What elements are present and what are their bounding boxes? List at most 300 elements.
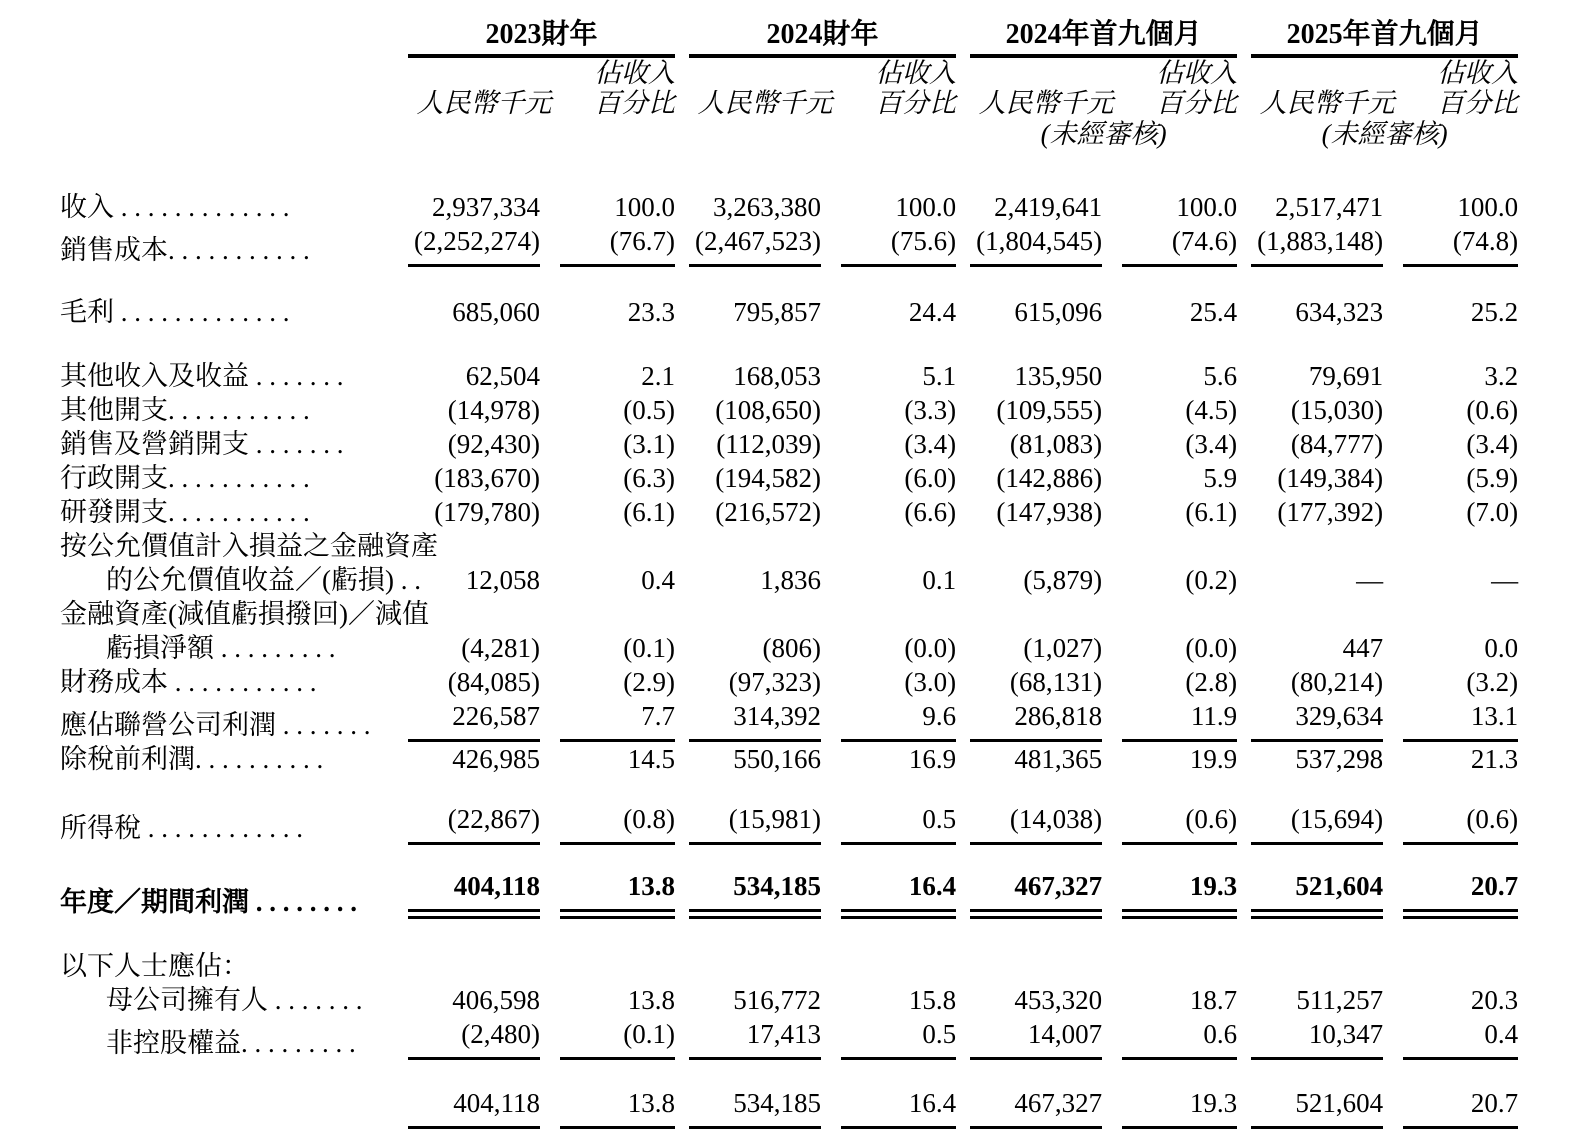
column-gap (956, 983, 970, 1017)
rmb-value: (97,323) (728, 667, 822, 697)
column-gap (1102, 631, 1122, 665)
pct-value (841, 949, 956, 983)
column-gap (1102, 295, 1122, 329)
pct-value: (0.0) (1185, 633, 1238, 663)
pct-value: (6.3) (623, 463, 676, 493)
column-gap (675, 295, 689, 329)
rmb-unit-header: 人民幣千元 (978, 88, 1114, 118)
column-gap (821, 665, 841, 699)
rmb-value: (81,083) (1009, 429, 1103, 459)
column-gap (1237, 427, 1251, 461)
column-gap (675, 14, 689, 58)
table-row (60, 631, 1518, 665)
column-gap (540, 1086, 560, 1130)
rmb-value: 426,985 (452, 744, 540, 774)
rmb-value: (15,981) (689, 802, 821, 845)
pct-value: 0.4 (641, 565, 676, 595)
row-label: 銷售及營銷開支 . . . . . . . (60, 429, 344, 459)
pct-of-revenue-header: 百分比 (875, 88, 957, 118)
rmb-value: 521,604 (1251, 869, 1383, 919)
table-row (60, 1017, 1518, 1060)
pct-value: (0.0) (904, 633, 957, 663)
row-label: 財務成本 . . . . . . . . . . . (60, 667, 317, 697)
table-row (60, 869, 1518, 919)
column-gap (956, 393, 970, 427)
column-gap (540, 190, 560, 224)
column-gap (1383, 529, 1403, 563)
header-spacer (60, 88, 408, 118)
rmb-value: 168,053 (733, 361, 822, 391)
rmb-value: 404,118 (408, 869, 540, 919)
rmb-value: 447 (1342, 633, 1384, 663)
header-spacer (689, 118, 956, 150)
pct-value: (2.9) (623, 667, 676, 697)
column-gap (821, 699, 841, 742)
rmb-unit-header: 人民幣千元 (1259, 88, 1395, 118)
table-row (60, 949, 1518, 983)
row-label: 應佔聯營公司利潤 . . . . . . . (60, 710, 371, 740)
pct-value: (5.9) (1466, 463, 1519, 493)
row-label: 收入 . . . . . . . . . . . . . (60, 192, 290, 222)
pct-value: 20.7 (1403, 1086, 1518, 1130)
rmb-value: (22,867) (408, 802, 540, 845)
spacer-row (60, 776, 1518, 802)
column-gap (540, 802, 560, 845)
pct-value: (0.6) (1122, 802, 1237, 845)
pct-of-revenue-header: 佔收入 (875, 58, 957, 88)
rmb-value: 406,598 (452, 985, 540, 1015)
column-gap (1102, 983, 1122, 1017)
rmb-value: (15,694) (1251, 802, 1383, 845)
column-gap (1383, 1086, 1403, 1130)
column-gap (956, 224, 970, 267)
pct-value: 24.4 (908, 297, 957, 327)
column-gap (1237, 295, 1251, 329)
spacer-row (60, 919, 1518, 949)
column-gap (821, 563, 841, 597)
column-gap (1237, 597, 1251, 631)
column-gap (540, 393, 560, 427)
pct-value: (0.5) (623, 395, 676, 425)
unaudited-note: (未經審核) (1321, 119, 1448, 149)
rmb-value: 537,298 (1295, 744, 1384, 774)
spacer-cell (60, 150, 1518, 190)
rmb-value (970, 949, 1102, 983)
pct-value: (3.2) (1466, 667, 1519, 697)
rmb-value: (84,085) (447, 667, 540, 697)
rmb-unit-header: 人民幣千元 (697, 88, 833, 118)
pct-value: 5.9 (1203, 463, 1238, 493)
rmb-value: 516,772 (733, 985, 822, 1015)
column-gap (956, 631, 970, 665)
row-label: 按公允價值計入損益之金融資產 (60, 531, 438, 561)
rmb-value: (4,281) (461, 633, 540, 663)
column-gap (821, 295, 841, 329)
pct-value: (76.7) (560, 224, 675, 267)
spacer-row (60, 329, 1518, 359)
row-label: 除稅前利潤. . . . . . . . . . (60, 744, 324, 774)
row-label: 毛利 . . . . . . . . . . . . . (60, 297, 290, 327)
column-gap (1383, 495, 1403, 529)
column-gap (1237, 949, 1251, 983)
pct-value: (0.1) (623, 633, 676, 663)
rmb-value: (84,777) (1290, 429, 1384, 459)
column-gap (540, 631, 560, 665)
table-header (60, 14, 1518, 190)
rmb-value: 615,096 (1014, 297, 1103, 327)
pct-value: 3.2 (1484, 361, 1519, 391)
rmb-value: (108,650) (715, 395, 822, 425)
rmb-value (970, 597, 1102, 631)
rmb-value: (179,780) (434, 497, 540, 527)
table-row (60, 427, 1518, 461)
header-spacer (408, 58, 560, 88)
unaudited-note-row (60, 118, 1518, 150)
column-gap (821, 742, 841, 776)
header-spacer (60, 58, 408, 88)
unaudited-note: (未經審核) (1040, 119, 1167, 149)
column-gap (1102, 427, 1122, 461)
column-gap (956, 699, 970, 742)
column-gap (821, 495, 841, 529)
row-label: 年度／期間利潤 . . . . . . . . (60, 887, 357, 917)
column-gap (1237, 224, 1251, 267)
header-spacer (60, 118, 408, 150)
column-gap (956, 295, 970, 329)
header-spacer (60, 14, 408, 58)
column-gap (675, 949, 689, 983)
column-gap (675, 58, 689, 88)
column-gap (1237, 869, 1251, 919)
column-gap (540, 597, 560, 631)
column-gap (1237, 699, 1251, 742)
table-row (60, 190, 1518, 224)
table-row (60, 597, 1518, 631)
column-gap (1237, 393, 1251, 427)
pct-value: 9.6 (841, 699, 956, 742)
column-gap (956, 1017, 970, 1060)
spacer-cell (60, 329, 1518, 359)
column-gap (675, 427, 689, 461)
rmb-value: 467,327 (970, 869, 1102, 919)
column-gap (675, 869, 689, 919)
column-gap (675, 742, 689, 776)
rmb-value: (1,804,545) (970, 224, 1102, 267)
column-gap (540, 869, 560, 919)
row-label: 其他收入及收益 . . . . . . . (60, 361, 344, 391)
pct-value: 0.1 (922, 565, 957, 595)
pct-value: (3.0) (904, 667, 957, 697)
rmb-value (689, 597, 821, 631)
pct-value: 16.4 (841, 869, 956, 919)
pct-value: 13.8 (560, 1086, 675, 1130)
column-gap (1237, 461, 1251, 495)
income-statement-table (60, 14, 1518, 1130)
column-gap (1237, 563, 1251, 597)
rmb-unit-header: 人民幣千元 (416, 88, 552, 118)
rmb-value: (1,883,148) (1251, 224, 1383, 267)
column-gap (1383, 427, 1403, 461)
column-gap (540, 742, 560, 776)
pct-value: 25.2 (1470, 297, 1519, 327)
column-gap (675, 495, 689, 529)
column-gap (821, 224, 841, 267)
column-gap (956, 949, 970, 983)
column-gap (1237, 359, 1251, 393)
rmb-value: 3,263,380 (713, 192, 822, 222)
pct-value (560, 949, 675, 983)
column-gap (1102, 359, 1122, 393)
column-gap (675, 1086, 689, 1130)
column-gap (675, 118, 689, 150)
column-gap (1237, 1086, 1251, 1130)
spacer-cell (60, 919, 1518, 949)
row-label: 其他開支. . . . . . . . . . . (60, 395, 310, 425)
group-title-row (60, 14, 1518, 58)
pct-value: (6.0) (904, 463, 957, 493)
column-gap (956, 14, 970, 58)
rmb-value: 534,185 (689, 1086, 821, 1130)
table-row (60, 802, 1518, 845)
column-gap (540, 983, 560, 1017)
column-gap (675, 563, 689, 597)
row-label: 虧損淨額 . . . . . . . . . (106, 633, 336, 663)
pct-value: (4.5) (1185, 395, 1238, 425)
pct-value (560, 597, 675, 631)
column-gap (675, 461, 689, 495)
column-gap (1383, 190, 1403, 224)
table-row (60, 461, 1518, 495)
column-gap (1102, 563, 1122, 597)
column-gap (1102, 869, 1122, 919)
pct-value: 16.9 (908, 744, 957, 774)
rmb-value: (194,582) (715, 463, 822, 493)
spacer-cell (60, 776, 1518, 802)
pct-value: 19.9 (1189, 744, 1238, 774)
rmb-value: 1,836 (760, 565, 822, 595)
spacer-row (60, 845, 1518, 869)
column-gap (1102, 699, 1122, 742)
column-gap (956, 190, 970, 224)
column-gap (1383, 802, 1403, 845)
row-label: 所得稅 . . . . . . . . . . . . (60, 813, 303, 843)
column-gap (956, 461, 970, 495)
column-gap (1383, 983, 1403, 1017)
column-gap (821, 1086, 841, 1130)
rmb-value: (2,480) (408, 1017, 540, 1060)
rmb-value: (80,214) (1290, 667, 1384, 697)
pct-value: 100.0 (1457, 192, 1519, 222)
column-gap (1237, 118, 1251, 150)
rmb-value: 521,604 (1251, 1086, 1383, 1130)
column-gap (956, 597, 970, 631)
pct-value: 19.3 (1122, 869, 1237, 919)
pct-value: (6.1) (1185, 497, 1238, 527)
pct-value: 100.0 (895, 192, 957, 222)
rmb-value: (92,430) (447, 429, 540, 459)
column-gap (540, 563, 560, 597)
column-gap (675, 983, 689, 1017)
pct-value (1122, 597, 1237, 631)
pct-value: (2.8) (1185, 667, 1238, 697)
rmb-value (689, 529, 821, 563)
column-gap (675, 359, 689, 393)
pct-value (841, 597, 956, 631)
pct-value: (74.6) (1122, 224, 1237, 267)
pct-value: (7.0) (1466, 497, 1519, 527)
rmb-value: 135,950 (1014, 361, 1103, 391)
column-gap (1237, 495, 1251, 529)
column-gap (1383, 869, 1403, 919)
column-gap (540, 295, 560, 329)
header-body-spacer-row (60, 150, 1518, 190)
pct-value (1403, 597, 1518, 631)
spacer-cell (60, 1060, 1518, 1086)
column-gap (1102, 529, 1122, 563)
column-gap (1237, 88, 1251, 118)
column-gap (956, 88, 970, 118)
rmb-value: (5,879) (1023, 565, 1103, 595)
column-gap (1237, 529, 1251, 563)
column-gap (1383, 295, 1403, 329)
column-gap (1102, 1086, 1122, 1130)
pct-value: (0.1) (560, 1017, 675, 1060)
column-gap (1383, 1017, 1403, 1060)
column-gap (821, 983, 841, 1017)
column-gap (1237, 1017, 1251, 1060)
column-gap (1102, 1017, 1122, 1060)
column-gap (956, 118, 970, 150)
column-gap (956, 495, 970, 529)
spacer-cell (60, 845, 1518, 869)
pct-value: 0.6 (1122, 1017, 1237, 1060)
column-gap (1383, 949, 1403, 983)
rmb-value: 2,937,334 (432, 192, 540, 222)
spacer-row (60, 267, 1518, 295)
header-spacer (689, 58, 841, 88)
column-gap (675, 665, 689, 699)
column-gap (1102, 949, 1122, 983)
rmb-value: (183,670) (434, 463, 540, 493)
column-gap (1237, 190, 1251, 224)
header-spacer (408, 118, 675, 150)
column-gap (1237, 58, 1251, 88)
column-gap (1237, 802, 1251, 845)
column-gap (540, 1017, 560, 1060)
rmb-value: 314,392 (689, 699, 821, 742)
table-row (60, 224, 1518, 267)
column-gap (540, 495, 560, 529)
rmb-value: 14,007 (970, 1017, 1102, 1060)
pct-of-revenue-header: 佔收入 (594, 58, 676, 88)
column-gap (675, 699, 689, 742)
rmb-value: 511,257 (1296, 985, 1384, 1015)
pct-value (1122, 949, 1237, 983)
column-gap (675, 631, 689, 665)
column-gap (675, 190, 689, 224)
pct-of-revenue-header: 佔收入 (1156, 58, 1238, 88)
rmb-value: 62,504 (465, 361, 540, 391)
column-gap (540, 224, 560, 267)
table-row (60, 359, 1518, 393)
column-gap (821, 393, 841, 427)
table-row (60, 393, 1518, 427)
pct-value: 18.7 (1189, 985, 1238, 1015)
column-gap (1237, 983, 1251, 1017)
rmb-value: (149,384) (1277, 463, 1384, 493)
pct-value: 11.9 (1122, 699, 1237, 742)
column-gap (956, 58, 970, 88)
row-label: 金融資產(減值虧損撥回)／減值 (60, 599, 429, 629)
pct-value: (6.6) (904, 497, 957, 527)
column-gap (1383, 597, 1403, 631)
rmb-value (408, 949, 540, 983)
column-gap (956, 802, 970, 845)
column-gap (1102, 665, 1122, 699)
column-gap (1237, 631, 1251, 665)
table-row (60, 563, 1518, 597)
column-gap (821, 631, 841, 665)
column-gap (540, 949, 560, 983)
column-gap (821, 869, 841, 919)
pct-value: 20.7 (1403, 869, 1518, 919)
rmb-value: 10,347 (1251, 1017, 1383, 1060)
rmb-value: (109,555) (996, 395, 1103, 425)
pct-value: 13.8 (627, 985, 676, 1015)
pct-value: 16.4 (841, 1086, 956, 1130)
pct-value (560, 529, 675, 563)
column-gap (1102, 224, 1122, 267)
spacer-row (60, 1060, 1518, 1086)
column-gap (675, 393, 689, 427)
pct-value: 100.0 (614, 192, 676, 222)
column-gap (821, 802, 841, 845)
column-gap (675, 88, 689, 118)
pct-value: (3.1) (623, 429, 676, 459)
column-gap (675, 529, 689, 563)
pct-value: 19.3 (1122, 1086, 1237, 1130)
rmb-value: (14,038) (970, 802, 1102, 845)
pct-value: (3.4) (1185, 429, 1238, 459)
column-gap (540, 665, 560, 699)
pct-value: (3.3) (904, 395, 957, 425)
column-gap (821, 529, 841, 563)
column-gap (675, 802, 689, 845)
rmb-value: 329,634 (1251, 699, 1383, 742)
pct-value (841, 529, 956, 563)
pct-value: 15.8 (908, 985, 957, 1015)
pct-value: 5.6 (1203, 361, 1238, 391)
pct-value: (0.6) (1403, 802, 1518, 845)
rmb-value (970, 529, 1102, 563)
rmb-value: 550,166 (733, 744, 822, 774)
table-row (60, 1086, 1518, 1130)
rmb-value: 453,320 (1014, 985, 1103, 1015)
column-gap (1383, 563, 1403, 597)
column-gap (956, 869, 970, 919)
row-label: 銷售成本. . . . . . . . . . . (60, 235, 310, 265)
column-gap (1383, 224, 1403, 267)
column-gap (540, 427, 560, 461)
pct-value: 23.3 (627, 297, 676, 327)
column-gap (821, 949, 841, 983)
column-gap (821, 461, 841, 495)
column-gap (1383, 461, 1403, 495)
column-gap (1383, 665, 1403, 699)
column-gap (956, 563, 970, 597)
column-group-title-9m2024: 2024年首九個月 (970, 14, 1237, 58)
pct-header-row-top (60, 58, 1518, 88)
